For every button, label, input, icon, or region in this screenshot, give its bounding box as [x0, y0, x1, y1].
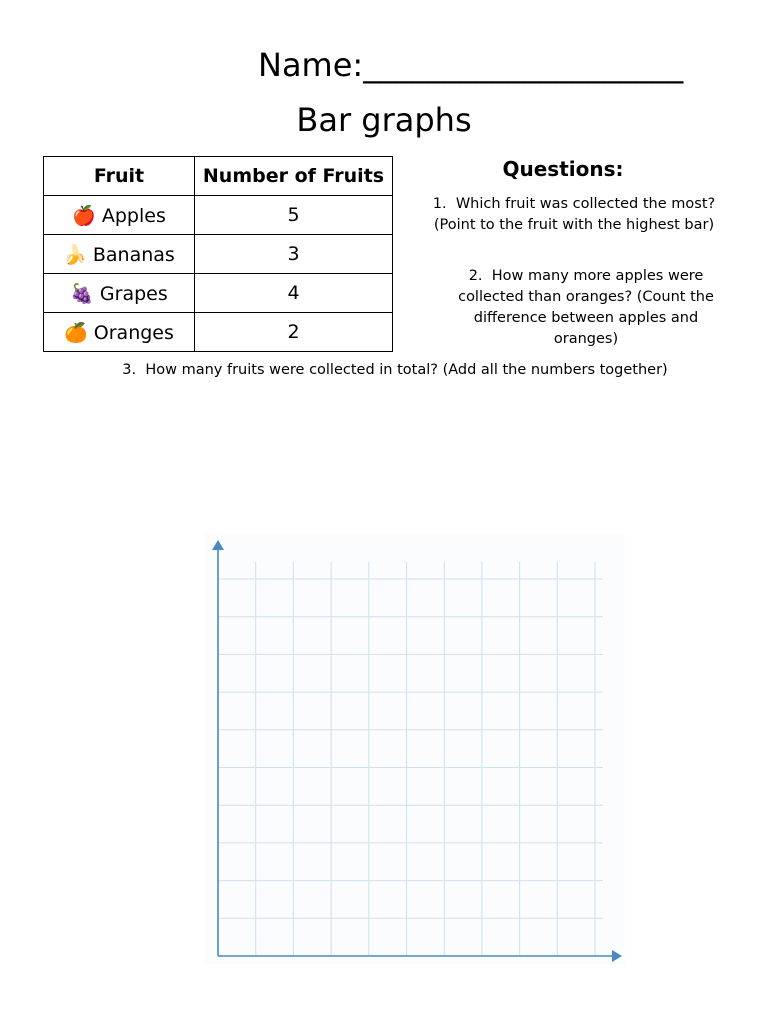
page-title: Bar graphs — [296, 101, 472, 139]
questions-heading: Questions: — [502, 157, 624, 181]
count-cell: 2 — [195, 313, 393, 352]
column-header-count: Number of Fruits — [195, 157, 393, 196]
question-number: 1. — [432, 196, 447, 212]
table-row — [44, 196, 393, 235]
table-row — [44, 235, 393, 274]
question-number: 2. — [468, 268, 483, 284]
table-row — [44, 313, 393, 352]
count-cell: 4 — [195, 274, 393, 313]
name-label: Name: — [258, 46, 364, 84]
graph-background — [205, 534, 625, 964]
count-cell: 3 — [195, 235, 393, 274]
blank-bar-graph — [205, 534, 635, 978]
question-number: 3. — [122, 362, 137, 378]
table-header-row — [44, 157, 393, 196]
question-text: How many more apples were collected than oranges? (Count the difference between apples and oranges) — [458, 268, 714, 347]
fruit-cell: 🍇 Grapes — [44, 274, 195, 313]
name-blank: ____________________ — [363, 46, 684, 84]
question-text: How many fruits were collected in total? (Add all the numbers together) — [145, 362, 668, 378]
fruit-data-table — [43, 156, 393, 352]
count-cell: 5 — [195, 196, 393, 235]
name-field-line — [258, 46, 683, 84]
question-3 — [0, 360, 768, 381]
fruit-cell: 🍌 Bananas — [44, 235, 195, 274]
column-header-fruit: Fruit — [44, 157, 195, 196]
table-row — [44, 274, 393, 313]
question-text: Which fruit was collected the most? (Point to the fruit with the highest bar) — [433, 196, 716, 233]
question-2 — [446, 266, 726, 350]
graph-grid-svg — [205, 534, 635, 974]
fruit-cell: 🍊 Oranges — [44, 313, 195, 352]
question-1 — [424, 194, 724, 236]
fruit-cell: 🍎 Apples — [44, 196, 195, 235]
